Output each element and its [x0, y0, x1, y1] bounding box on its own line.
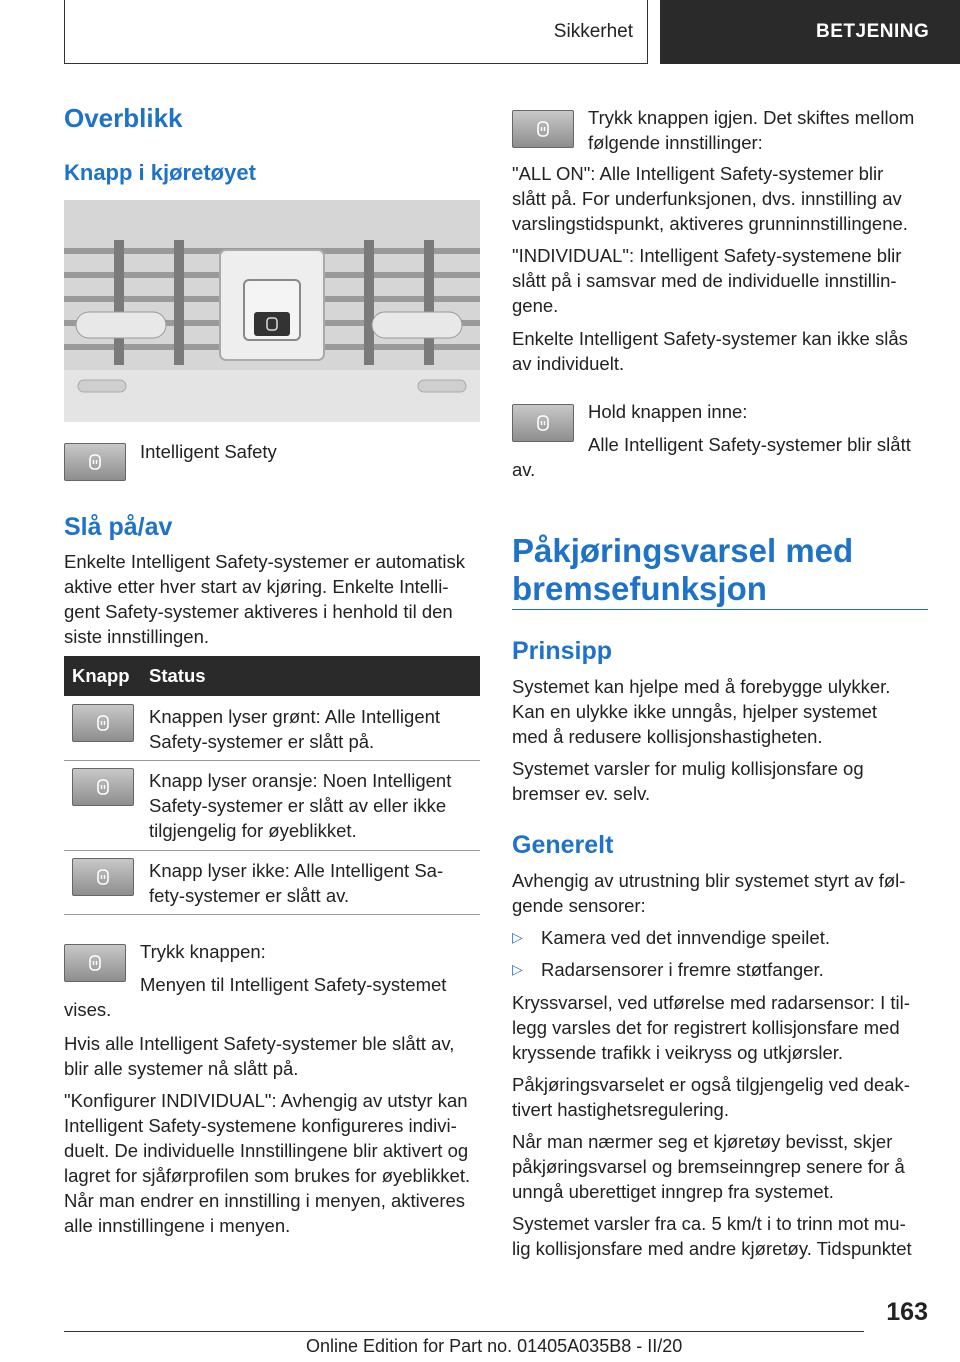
cross-paragraph: [512, 990, 932, 1065]
triangle-bullet-icon: ▷: [512, 929, 523, 945]
availability-paragraph: [512, 1072, 932, 1122]
press-again-line: Trykk knappen igjen. Det skiftes mellom: [588, 107, 915, 128]
intelligent-safety-button-icon: [512, 404, 574, 442]
press-result-cont: vises.: [64, 999, 112, 1020]
text-line: unngå uberettiget inngrep fra systemet.: [512, 1181, 834, 1202]
text-line: Hvis alle Intelligent Safety-systemer ble slått av,: [64, 1033, 455, 1054]
text-line: "ALL ON": Alle Intelligent Safety-systemer blir: [512, 163, 884, 184]
heading-line: bremsefunksjon: [512, 570, 767, 607]
text-line: slått på. For underfunksjonen, dvs. innstilling av: [512, 188, 902, 209]
footer-edition: Online Edition for Part no. 01405A035B8 - II/20: [306, 1336, 683, 1356]
heading-line: Påkjøringsvarsel med: [512, 532, 854, 569]
table-row: [64, 850, 480, 915]
table-row: [64, 696, 480, 761]
heading-overview: Overblikk: [64, 103, 183, 133]
text-line: bremser ev. selv.: [512, 783, 651, 804]
text-line: blir alle systemer nå slått på.: [64, 1058, 299, 1079]
text-line: Når man nærmer seg et kjøretøy bevisst, skjer: [512, 1131, 893, 1152]
text-line: Intelligent Safety-systemene konfigureres indivi-: [64, 1115, 457, 1136]
hold-instruction: Hold knappen inne:: [588, 401, 748, 422]
list-item: [512, 925, 932, 950]
header-section-label: Sikkerhet: [553, 20, 633, 42]
onoff-line: siste innstillingen.: [64, 626, 209, 647]
text-line: Systemet varsler fra ca. 5 km/t i to trinn mot mu-: [512, 1213, 906, 1234]
list-item-text: Kamera ved det innvendige speilet.: [541, 927, 830, 948]
intelligent-safety-button-icon: [512, 110, 574, 148]
text-line: påkjøringsvarsel og bremseinngrep senere for å: [512, 1156, 905, 1177]
table-col-status: Status: [149, 665, 206, 686]
onoff-paragraph: [64, 549, 484, 649]
heading-button-in-vehicle: Knapp i kjøretøyet: [64, 160, 256, 185]
approach-paragraph: [512, 1129, 932, 1204]
text-line: legg varsles det for registrert kollisjonsfare med: [512, 1017, 900, 1038]
all-on-paragraph: [512, 161, 932, 236]
header-chapter-label: BETJENING: [816, 21, 930, 42]
text-line: alle innstillingene i menyen.: [64, 1215, 291, 1236]
hold-result-cont: av.: [512, 459, 536, 480]
text-line: "Konfigurer INDIVIDUAL": Avhengig av utstyr kan: [64, 1090, 468, 1111]
text-line: Når man endrer en innstilling i menyen, aktiveres: [64, 1190, 466, 1211]
heading-divider: [512, 609, 928, 610]
intelligent-safety-button-icon: [64, 443, 126, 481]
text-line: lig kollisjonsfare med andre kjøretøy. Tidspunktet: [512, 1238, 912, 1259]
text-line: "INDIVIDUAL": Intelligent Safety-systemene blir: [512, 245, 902, 266]
onoff-line: Enkelte Intelligent Safety-systemer er automatisk: [64, 551, 466, 572]
single-paragraph: [512, 326, 932, 376]
text-line: Avhengig av utrustning blir systemet styrt av føl-: [512, 870, 906, 891]
header-section: [64, 0, 648, 64]
warns-paragraph: [512, 756, 932, 806]
intelligent-safety-icon: [533, 119, 553, 139]
text-line: Påkjøringsvarselet er også tilgjengelig ved deak-: [512, 1074, 910, 1095]
intelligent-safety-icon: [85, 452, 105, 472]
text-line: gende sensorer:: [512, 895, 646, 916]
page-number: 163: [886, 1298, 928, 1326]
vent-panel-illustration: [64, 200, 480, 422]
header-chapter: [660, 0, 960, 64]
text-line: Kan en ulykke ikke unngås, hjelper systemet: [512, 701, 878, 722]
table-cell: Knappen lyser grønt: Alle Intelligent: [149, 706, 441, 727]
heading-principle: Prinsipp: [512, 637, 613, 665]
onoff-line: aktive etter hver start av kjøring. Enkelte Intelli-: [64, 576, 449, 597]
table-col-button: Knapp: [72, 665, 130, 686]
status-table: [64, 656, 480, 916]
principle-paragraph: [512, 674, 932, 749]
heading-on-off: Slå på/av: [64, 513, 173, 541]
table-cell: fety-systemer er slått av.: [149, 885, 350, 906]
text-line: kryssende trafikk i veikryss og utkjørsler.: [512, 1042, 844, 1063]
table-cell: Safety-systemer er slått på.: [149, 731, 375, 752]
table-header: [64, 656, 480, 696]
press-result: Menyen til Intelligent Safety-systemet: [140, 974, 447, 995]
intelligent-safety-icon: [72, 768, 134, 806]
table-cell: Knapp lyser oransje: Noen Intelligent: [149, 770, 452, 791]
list-item: [512, 957, 932, 982]
press-again-line: følgende innstillinger:: [588, 132, 763, 153]
text-line: Kryssvarsel, ved utførelse med radarsensor: I til-: [512, 992, 910, 1013]
intelligent-safety-icon: [533, 413, 553, 433]
intelligent-safety-icon: [72, 704, 134, 742]
text-line: gene.: [512, 295, 559, 316]
text-line: varslingstidspunkt, aktiveres grunninnstillingene.: [512, 213, 908, 234]
individual-paragraph: [512, 243, 932, 318]
table-row: [64, 760, 480, 851]
all-off-paragraph: [64, 1031, 484, 1081]
heading-collision-warning: [512, 532, 932, 608]
vehicle-button-photo: [64, 200, 480, 422]
intelligent-safety-button-icon: [64, 944, 126, 982]
text-line: tivert hastighetsregulering.: [512, 1099, 729, 1120]
general-paragraph: [512, 868, 932, 918]
table-cell: tilgjengelig for øyeblikket.: [149, 820, 357, 841]
table-cell: Knapp lyser ikke: Alle Intelligent Sa-: [149, 860, 444, 881]
onoff-line: gent Safety-systemer aktiveres i henhold til den: [64, 601, 453, 622]
table-cell: Safety-systemer er slått av eller ikke: [149, 795, 447, 816]
text-line: duelt. De individuelle Innstillingene blir aktivert og: [64, 1140, 469, 1161]
footer-divider: [64, 1331, 864, 1332]
text-line: slått på i samsvar med de individuelle innstillin-: [512, 270, 897, 291]
intelligent-safety-icon: [85, 953, 105, 973]
list-item-text: Radarsensorer i fremre støtfanger.: [541, 959, 824, 980]
text-line: Enkelte Intelligent Safety-systemer kan ikke slås: [512, 328, 908, 349]
text-line: med å redusere kollisjonshastigheten.: [512, 726, 823, 747]
text-line: lagret for sjåførprofilen som brukes for øyeblikket.: [64, 1165, 471, 1186]
text-line: Systemet kan hjelpe med å forebygge ulykker.: [512, 676, 891, 697]
button-caption: Intelligent Safety: [140, 441, 277, 462]
speed-paragraph: [512, 1211, 932, 1261]
text-line: Systemet varsler for mulig kollisjonsfare og: [512, 758, 864, 779]
config-paragraph: [64, 1088, 484, 1238]
text-line: av individuelt.: [512, 353, 625, 374]
triangle-bullet-icon: ▷: [512, 961, 523, 977]
press-instruction: Trykk knappen:: [140, 941, 266, 962]
intelligent-safety-icon: [72, 858, 134, 896]
heading-general: Generelt: [512, 831, 614, 859]
hold-result: Alle Intelligent Safety-systemer blir slått: [588, 434, 911, 455]
